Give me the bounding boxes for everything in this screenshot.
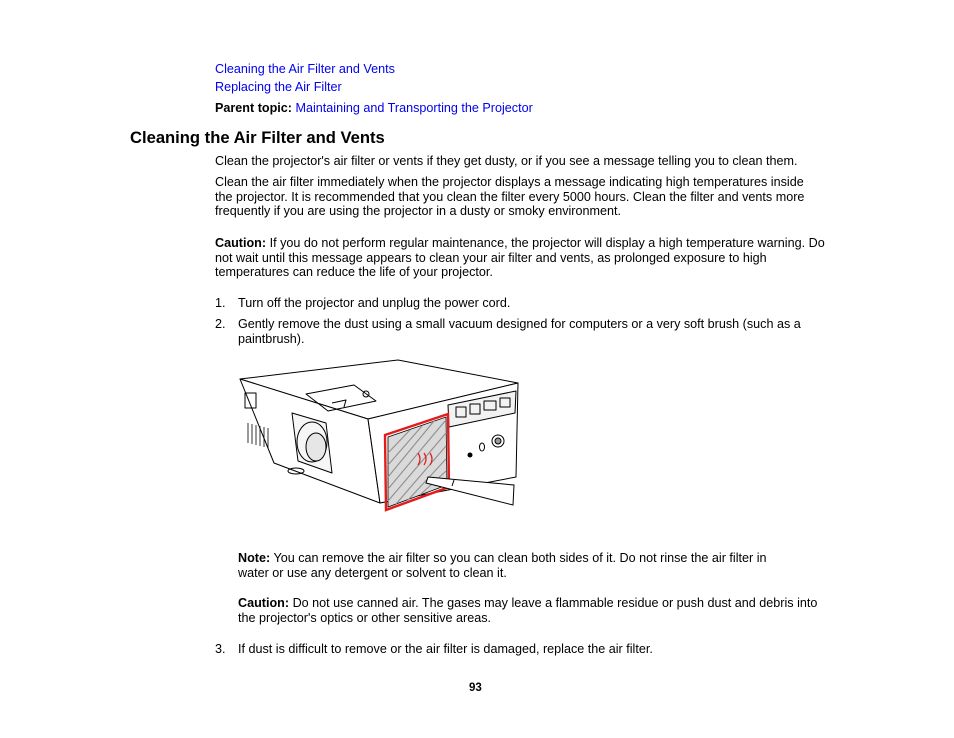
step-number: 2.	[215, 317, 226, 331]
step-text: Turn off the projector and unplug the power cord.	[238, 296, 511, 310]
link-replacing-air-filter[interactable]: Replacing the Air Filter	[215, 80, 342, 94]
step-number: 3.	[215, 642, 226, 656]
projector-cleaning-illustration	[236, 357, 526, 522]
step-text: If dust is difficult to remove or the air filter is damaged, replace the air filter.	[238, 642, 653, 656]
caution-label: Caution:	[215, 236, 267, 250]
page-number: 93	[469, 682, 482, 694]
caution-regular-maintenance	[215, 236, 827, 280]
caution-canned-air	[238, 596, 828, 625]
section-title: Cleaning the Air Filter and Vents	[130, 128, 385, 147]
parent-topic	[215, 101, 533, 116]
link-cleaning-air-filter[interactable]: Cleaning the Air Filter and Vents	[215, 62, 395, 76]
caution-text: If you do not perform regular maintenance, the projector will display a high temperature warning. Do not wait until this message appears to clean your air filter and vents, as prolonged exposure to high temperatures can reduce the life of your projector.	[215, 236, 825, 280]
link-parent-topic[interactable]: Maintaining and Transporting the Projector	[295, 101, 533, 115]
note-text: You can remove the air filter so you can clean both sides of it. Do not rinse the air filter in water or use any detergent or solvent to clean it.	[238, 551, 767, 580]
parent-topic-label: Parent topic:	[215, 101, 292, 115]
intro-paragraph: Clean the projector's air filter or vents if they get dusty, or if you see a message telling you to clean them.	[215, 154, 798, 168]
note-air-filter	[238, 551, 798, 580]
step-text: Gently remove the dust using a small vacuum designed for computers or a very soft brush (such as a paintbrush).	[238, 317, 801, 346]
note-label: Note:	[238, 551, 271, 565]
caution-label: Caution:	[238, 596, 290, 610]
filter-paragraph: Clean the air filter immediately when the projector displays a message indicating high temperatures inside the projector. It is recommended that you clean the filter every 5000 hours. Clean the filter and vents more frequently if you are using the projector in a dusty or smoky environment.	[215, 175, 805, 219]
step-number: 1.	[215, 296, 226, 310]
caution-text: Do not use canned air. The gases may leave a flammable residue or push dust and debris into the projector's optics or other sensitive areas.	[238, 596, 818, 625]
